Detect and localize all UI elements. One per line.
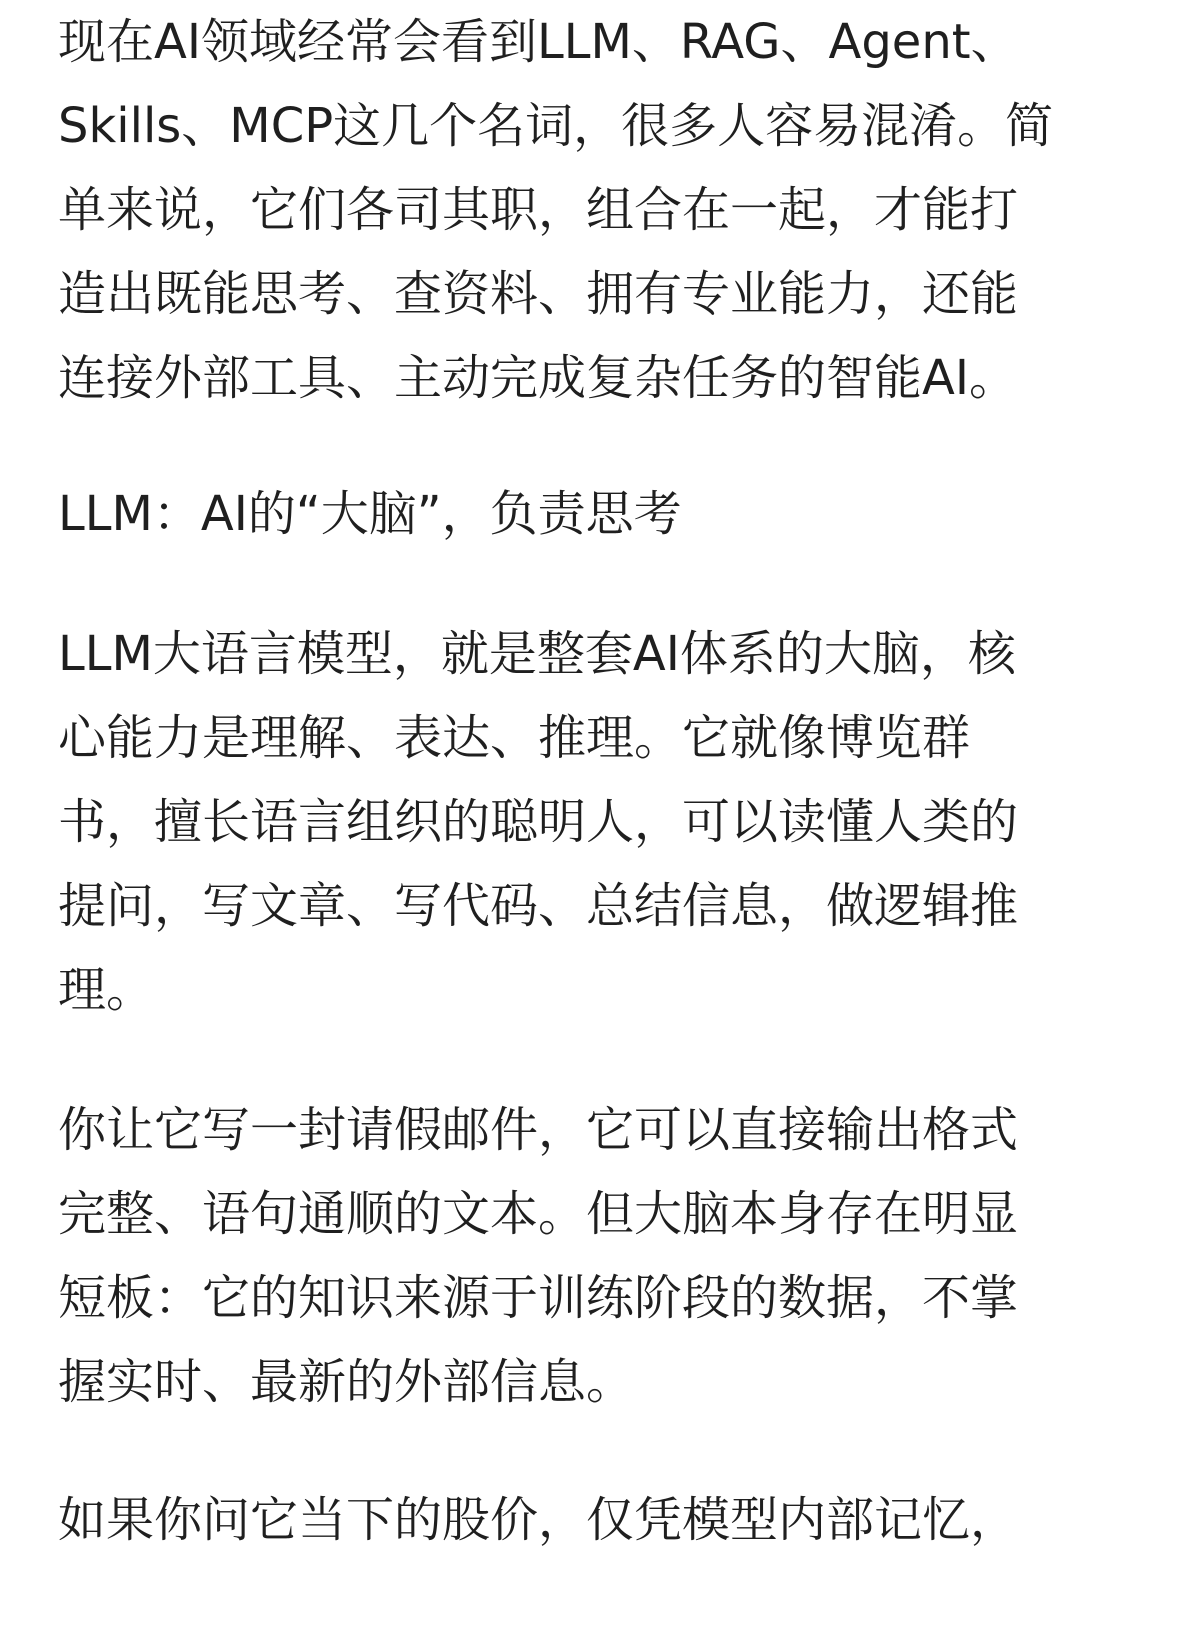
paragraph-line: 现在AI领域经常会看到LLM、RAG、Agent、 [58,14,1019,70]
heading-text: LLM：AI的“大脑”，负责思考 [58,486,682,542]
stock-price-paragraph [58,1478,1018,1562]
paragraph-line: 如果你问它当下的股价，仅凭模型内部记忆， [58,1492,1019,1548]
paragraph-line: 心能力是理解、表达、推理。它就像博览群 [58,710,971,766]
paragraph-line: 书，擅长语言组织的聪明人，可以读懂人类的 [58,794,1019,850]
paragraph-line: 提问，写文章、写代码、总结信息，做逻辑推 [58,878,1019,934]
paragraph-line: 单来说，它们各司其职，组合在一起，才能打 [58,182,1019,238]
llm-description-paragraph [58,612,1018,1032]
intro-paragraph [58,0,1053,420]
paragraph-line: 造出既能思考、查资料、拥有专业能力，还能 [58,266,1019,322]
paragraph-line: 连接外部工具、主动完成复杂任务的智能AI。 [58,350,1017,406]
paragraph-line: 握实时、最新的外部信息。 [58,1354,635,1410]
paragraph-line: 你让它写一封请假邮件，它可以直接输出格式 [58,1102,1019,1158]
paragraph-line: Skills、MCP这几个名词，很多人容易混淆。简 [58,98,1054,154]
paragraph-line: 短板：它的知识来源于训练阶段的数据，不掌 [58,1270,1019,1326]
paragraph-line: 完整、语句通顺的文本。但大脑本身存在明显 [58,1186,1019,1242]
section-heading-llm [58,472,682,556]
paragraph-line: 理。 [58,962,155,1018]
llm-example-paragraph [58,1088,1018,1424]
paragraph-line: LLM大语言模型，就是整套AI体系的大脑，核 [58,626,1016,682]
